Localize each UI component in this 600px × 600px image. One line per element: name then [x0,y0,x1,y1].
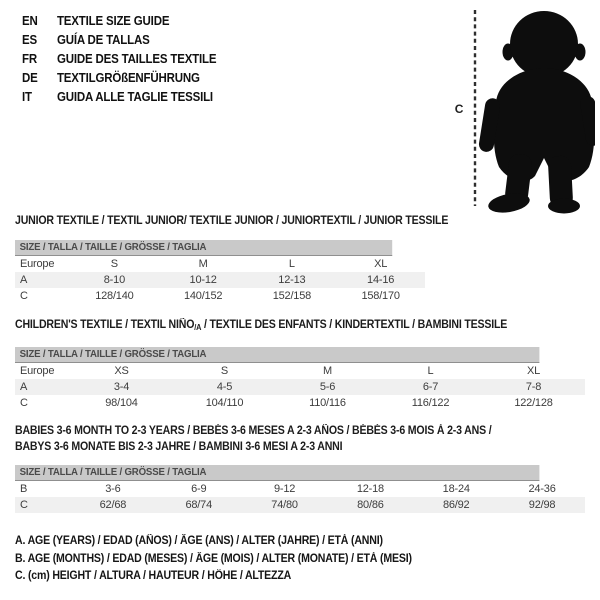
size-band: SIZE / TALLA / TAILLE / GRÖSSE / TAGLIA [15,240,392,256]
table-title: JUNIOR TEXTILE / TEXTIL JUNIOR/ TEXTILE JUNIOR / JUNIORTEXTIL / JUNIOR TESSILE [15,215,449,227]
cell: 158/170 [361,290,400,302]
cell: 3-6 [105,483,121,495]
cell: 116/122 [411,397,450,409]
language-label: TEXTILE SIZE GUIDE [56,14,170,28]
babies-textile-section [15,423,585,513]
language-label: GUIDE DES TAILLES TEXTILE [56,52,217,66]
cell: 18-24 [442,483,470,495]
cell: 122/128 [514,397,553,409]
cell: 12-13 [278,274,306,286]
column-header: L [427,365,434,377]
table-row [15,481,585,497]
language-label: GUIDA ALLE TAGLIE TESSILI [56,90,213,104]
language-row [22,88,216,107]
cell: 6-9 [191,483,207,495]
title-subscript: /A [194,323,202,332]
table-row [15,497,585,513]
column-header: XS [114,365,129,377]
language-code: IT [22,90,32,104]
height-measure-label: C [454,102,464,116]
cell: 10-12 [189,274,217,286]
size-band: SIZE / TALLA / TAILLE / GRÖSSE / TAGLIA [15,465,539,481]
table-row [15,395,585,411]
language-label: GUÍA DE TALLAS [56,33,150,47]
language-code: EN [22,14,38,28]
column-header: L [288,258,295,270]
cell: 80/86 [357,499,384,511]
children-size-table [15,363,585,411]
cell: 7-8 [525,381,542,393]
language-code: FR [22,52,37,66]
junior-textile-section [15,215,449,304]
row-label: C [20,499,28,511]
cell: 110/116 [309,397,346,409]
junior-size-table [15,256,425,304]
cell: 12-18 [356,483,384,495]
cell: 104/110 [205,397,244,409]
legend-footnotes [15,533,446,586]
footnote-b: B. AGE (MONTHS) / EDAD (MESES) / ÂGE (MOIS) / ALTER (MONATE) / ETÀ (MESI) [15,552,412,565]
table-title-line2: BABYS 3-6 MONATE BIS 2-3 JAHRE / BAMBINI 3-6 MESI A 2-3 ANNI [15,441,343,453]
babies-size-table [15,481,585,513]
language-label: TEXTILGRÖßENFÜHRUNG [56,71,200,85]
column-header: Europe [20,258,55,270]
cell: 14-16 [367,274,395,286]
cell: 98/104 [105,397,138,409]
baby-silhouette [478,11,595,214]
cell: 86/92 [442,499,470,511]
cell: 128/140 [95,290,134,302]
language-row [22,31,216,50]
table-title-line1: BABIES 3-6 MONTH TO 2-3 YEARS / BEBÉS 3-6 MESES A 2-3 AÑOS / BÉBÉS 3-6 MOIS À 2-3 ANS / [15,425,492,437]
cell: 140/152 [183,290,223,302]
cell: 9-12 [273,483,296,495]
cell: 4-5 [216,381,233,393]
column-header: M [198,258,208,270]
row-label: B [20,483,28,495]
cell: 92/98 [528,499,556,511]
column-header: XL [526,365,541,377]
column-header: S [110,258,118,270]
column-header: M [323,365,332,377]
cell: 74/80 [271,499,298,511]
language-code: ES [22,33,37,47]
column-header: S [220,365,229,377]
cell: 24-36 [528,483,556,495]
table-header-row [15,363,585,379]
column-header: Europe [20,365,55,377]
table-row [15,379,585,395]
language-row [22,50,216,69]
cell: 68/74 [185,499,212,511]
cell: 3-4 [113,381,130,393]
row-label: C [20,397,28,409]
cell: 5-6 [319,381,336,393]
table-title [15,423,539,455]
column-header: XL [374,258,388,270]
cell: 8-10 [103,274,125,286]
row-label: A [20,381,28,393]
table-row [15,272,425,288]
table-header-row [15,256,425,272]
cell: 62/68 [99,499,127,511]
table-title: CHILDREN'S TEXTILE / TEXTIL $NIÑO_{/A}$ / TEXTILE DES ENFANTS / KINDERTEXTIL / BAMBINI TESSILE [15,319,508,332]
table-row [15,288,425,304]
footnote-a: A. AGE (YEARS) / EDAD (AÑOS) / ÂGE (ANS) / ALTER (JAHRE) / ETÀ (ANNI) [15,535,383,547]
language-row [22,12,216,31]
baby-silhouette-icon [463,4,595,214]
size-band: SIZE / TALLA / TAILLE / GRÖSSE / TAGLIA [15,347,539,363]
language-row [22,69,216,88]
row-label: A [20,274,28,286]
language-code: DE [22,71,38,85]
language-header [22,12,233,107]
cell: 6-7 [422,381,439,393]
footnote-c: C. (cm) HEIGHT / ALTURA / HAUTEUR / HÖHE / ALTEZZA [15,570,292,582]
children-textile-section [15,319,585,411]
row-label: C [20,290,28,302]
cell: 152/158 [272,290,312,302]
